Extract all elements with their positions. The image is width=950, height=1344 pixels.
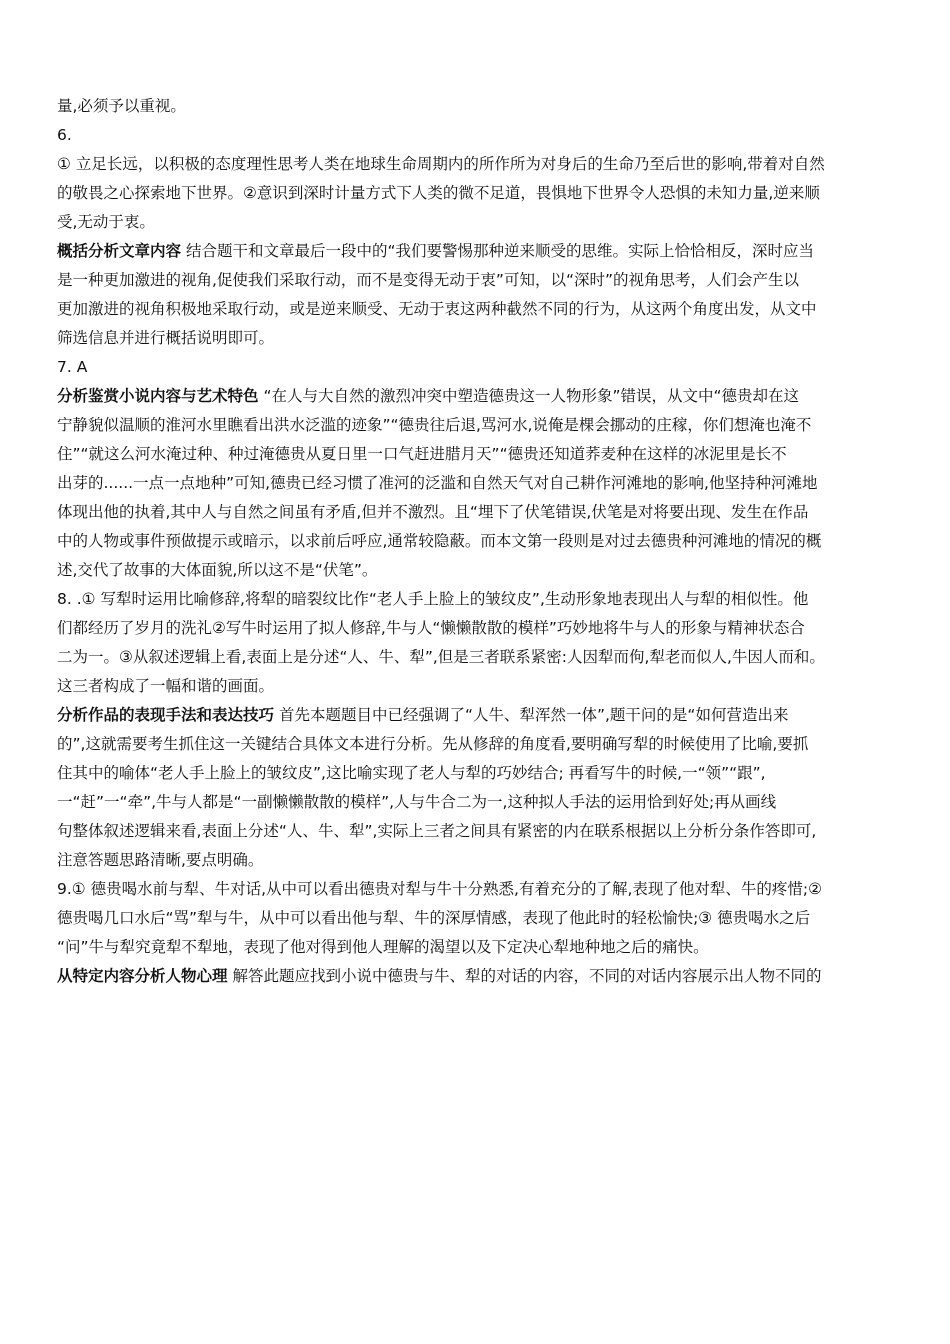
text-line: 更加激进的视角积极地采取行动，或是逆来顺受、无动于衷这两种截然不同的行为，从这两个角度出发，从文中	[57, 300, 817, 318]
text-line: 受,无动于衷。	[57, 213, 155, 231]
analysis-keyword: 从特定内容分析人物心理	[57, 967, 228, 985]
text-line: 是一种更加激进的视角,促使我们采取行动，而不是变得无动于衷”可知，以“深时”的视角思考，人们会产生以	[57, 271, 800, 289]
analysis-line: 分析鉴赏小说内容与艺术特色 “在人与大自然的激烈冲突中塑造德贵这一人物形象”错误，从文中“德贵却在这	[57, 387, 800, 405]
text-line: 注意答题思路清晰,要点明确。	[57, 851, 264, 869]
text-line: 一“赶”一“牵”,牛与人都是“一副懒懒散散的模样”,人与牛合二为一,这种拟人手法的运用恰到好处;再从画线	[57, 793, 777, 811]
text-line: 的敬畏之心探索地下世界。②意识到深时计量方式下人类的微不足道，畏惧地下世界令人恐惧的未知力量,逆来顺	[57, 184, 820, 202]
analysis-line: 概括分析文章内容 结合题干和文章最后一段中的“我们要警惕那种逆来顺受的思维。实际上恰恰相反，深时应当	[57, 242, 814, 260]
text-line: 宁静貌似温顺的淮河水里瞧看出洪水泛滥的迹象”“德贵往后退,骂河水,说俺是棵会挪动的庄稼，你们想淹也淹不	[57, 416, 812, 434]
text-line: 句整体叙述逻辑来看,表面上分述“人、牛、犁”,实际上三者之间具有紧密的内在联系根据以上分析分条作答即可,	[57, 822, 817, 840]
text-line: 量,必须予以重视。	[57, 97, 186, 115]
text-line: 住其中的喻体“老人手上脸上的皱纹皮”,这比喻实现了老人与犁的巧妙结合; 再看写牛的时候,一“领”“跟”,	[57, 764, 766, 782]
question-number: 6.	[57, 126, 72, 144]
text-line: 出芽的......一点一点地种”可知,德贵已经习惯了准河的泛滥和自然天气对自己耕作河滩地的影响,他坚持种河滩地	[57, 474, 818, 492]
text-line: ① 立足长远，以积极的态度理性思考人类在地球生命周期内的所作所为对身后的生命乃至后世的影响,带着对自然	[57, 155, 825, 173]
text-line: 们都经历了岁月的洗礼②写牛时运用了拟人修辞,牛与人“懒懒散散的模样”巧妙地将牛与人的形象与精神状态合	[57, 619, 805, 637]
analysis-keyword: 分析作品的表现手法和表达技巧	[57, 706, 275, 724]
text-line: 中的人物或事件预做提示或暗示，以求前后呼应,通常较隐蔽。而本文第一段则是对过去德贵种河滩地的情况的概	[57, 532, 822, 550]
text-line: 德贵喝几口水后“骂”犁与牛，从中可以看出他与犁、牛的深厚情感，表现了他此时的轻松愉快;③ 德贵喝水之后	[57, 909, 811, 927]
text-line: “问”牛与犁究竟犁不犁地，表现了他对得到他人理解的渴望以及下定决心犁地种地之后的痛快。	[57, 938, 709, 956]
text-line: 住”“就这么河水淹过种、种过淹德贵从夏日里一口气赶进腊月天”“德贵还知道荞麦种在这样的冰泥里是长不	[57, 445, 787, 463]
text-line: 述,交代了故事的大体面貌,所以这不是“伏笔”。	[57, 561, 378, 579]
document-page	[57, 92, 903, 991]
analysis-line: 分析作品的表现手法和表达技巧 首先本题题目中已经强调了“人牛、犁浑然一体”,题干问的是“如何营造出来	[57, 706, 789, 724]
text-line: 9.① 德贵喝水前与犁、牛对话,从中可以看出德贵对犁与牛十分熟悉,有着充分的了解,表现了他对犁、牛的疼惜;②	[57, 880, 823, 898]
text-line: 筛选信息并进行概括说明即可。	[57, 329, 275, 347]
text-line: 的”,这就需要考生抓住这一关键结合具体文本进行分析。先从修辞的角度看,要明确写犁的时候使用了比喻,要抓	[57, 735, 809, 753]
analysis-keyword: 分析鉴赏小说内容与艺术特色	[57, 387, 259, 405]
question-number: 7. A	[57, 358, 88, 376]
text-line: 8. .① 写犁时运用比喻修辞,将犁的暗裂纹比作“老人手上脸上的皱纹皮”,生动形象地表现出人与犁的相似性。他	[57, 590, 809, 608]
analysis-keyword: 概括分析文章内容	[57, 242, 182, 260]
text-line: 二为一。③从叙述逻辑上看,表面上是分述“人、牛、犁”,但是三者联系紧密:人因犁而佝,犁老而似人,牛因人而和。	[57, 648, 825, 666]
analysis-line: 从特定内容分析人物心理 解答此题应找到小说中德贵与牛、犁的对话的内容，不同的对话内容展示出人物不同的	[57, 967, 822, 985]
text-line: 这三者构成了一幅和谐的画面。	[57, 677, 275, 695]
text-line: 体现出他的执着,其中人与自然之间虽有矛盾,但并不激烈。且“埋下了伏笔错误,伏笔是对将要出现、发生在作品	[57, 503, 809, 521]
